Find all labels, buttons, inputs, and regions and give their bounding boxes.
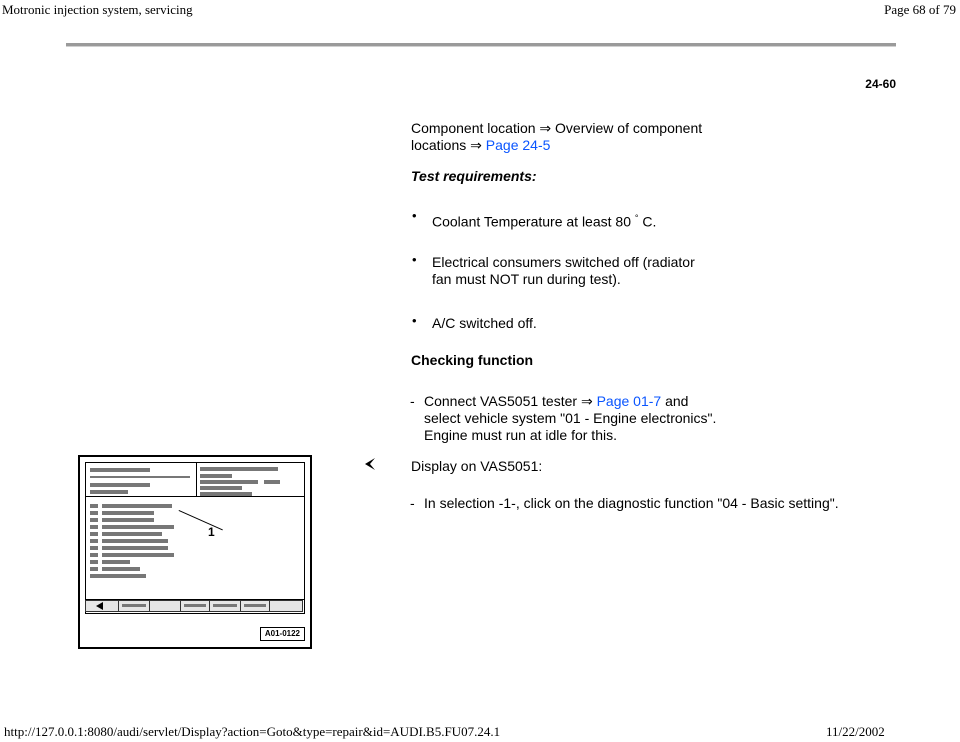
step-basic-setting: In selection -1-, click on the diagnostic function "04 - Basic setting". xyxy=(424,495,839,511)
component-location-line2: locations ⇒ Page 24-5 xyxy=(411,137,551,153)
footer-date: 11/22/2002 xyxy=(826,724,885,739)
figure-pointer-icon xyxy=(362,456,378,472)
figure-screen xyxy=(85,462,305,614)
page-indicator: Page 68 of 79 xyxy=(884,2,956,17)
vas5051-screen-figure xyxy=(78,455,312,649)
bullet-icon: • xyxy=(412,208,417,223)
step-connect-line2: select vehicle system "01 - Engine electronics". xyxy=(424,410,717,426)
goto-arrow-icon: ⇒ xyxy=(470,137,482,153)
step-dash: - xyxy=(410,495,415,511)
link-page-01-7[interactable]: Page 01-7 xyxy=(596,393,662,409)
figure-button-row xyxy=(85,600,303,612)
step-connect-line3: Engine must run at idle for this. xyxy=(424,427,617,443)
step-dash: - xyxy=(410,393,415,409)
header-divider xyxy=(66,43,896,47)
back-arrow-icon xyxy=(96,602,103,610)
bullet-icon: • xyxy=(412,252,417,267)
footer-url: http://127.0.0.1:8080/audi/servlet/Display?action=Goto&type=repair&id=AUDI.B5.FU07.24.1 xyxy=(4,724,501,739)
test-requirements-heading: Test requirements: xyxy=(411,168,537,184)
link-page-24-5[interactable]: Page 24-5 xyxy=(485,137,551,153)
requirement-electrical-line1: Electrical consumers switched off (radiator xyxy=(432,254,695,270)
requirement-coolant: Coolant Temperature at least 80 ° C. xyxy=(432,213,657,230)
figure-label: A01-0122 xyxy=(260,627,305,641)
degree-sign: ° xyxy=(634,213,639,223)
checking-function-heading: Checking function xyxy=(411,352,534,368)
component-location-line1: Component location ⇒ Overview of component xyxy=(411,120,703,136)
requirement-electrical-line2: fan must NOT run during test). xyxy=(432,271,621,287)
display-heading: Display on VAS5051: xyxy=(411,458,543,474)
figure-back-button xyxy=(85,600,119,612)
page-number: 24-60 xyxy=(865,77,896,91)
goto-arrow-icon: ⇒ xyxy=(580,393,593,409)
step-connect-line1: Connect VAS5051 tester ⇒ Page 01-7 and xyxy=(424,393,689,409)
document-title: Motronic injection system, servicing xyxy=(2,2,193,17)
bullet-icon: • xyxy=(412,313,417,328)
goto-arrow-icon: ⇒ xyxy=(539,120,552,136)
figure-callout-1: 1 xyxy=(208,525,215,539)
requirement-ac: A/C switched off. xyxy=(432,315,537,331)
